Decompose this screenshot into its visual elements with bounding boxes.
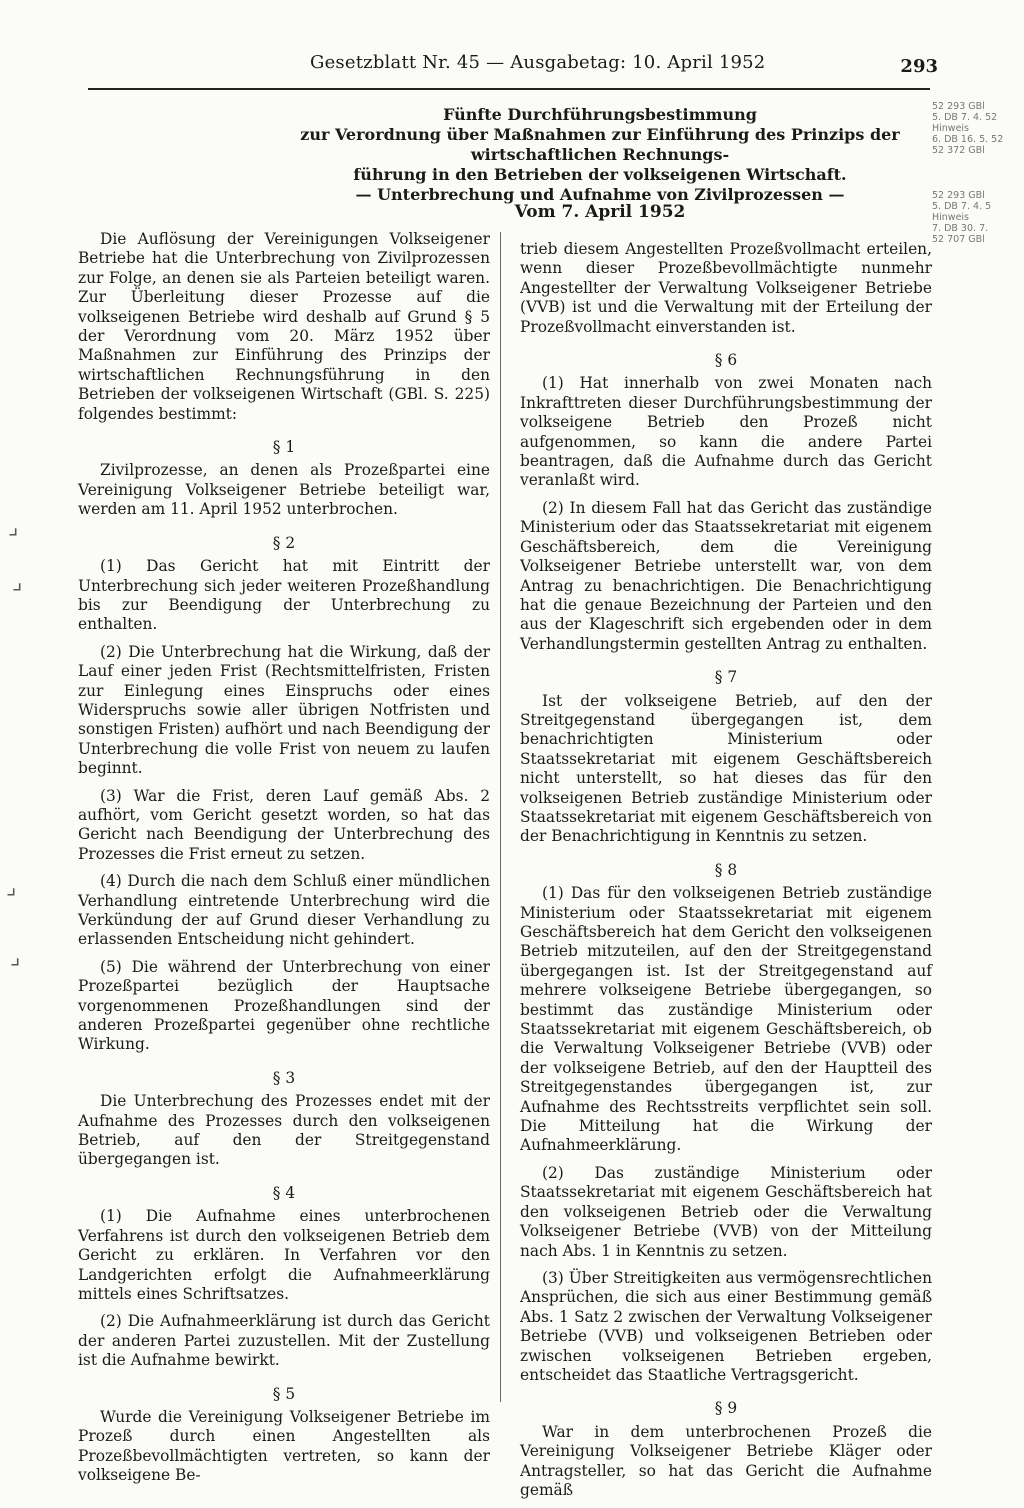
section-8-paragraph-1: (1) Das für den volkseigenen Betrieb zuständige Ministerium oder Staatssekretariat mit eigenem Geschäftsbereich hat dem Gericht den volkseigenen Betrieb mitzuteilen, auf den der Streitgegenstand übergegangen ist. Ist der Streitgegenstand auf mehrere volkseigene Betriebe übergegangen, so bestimmt das zuständige Ministerium oder Staatssekretariat mit eigenem Geschäftsbereich, ob die Verwaltung Volkseigener Betriebe (VVB) oder der volkseigene Betrieb, auf den der Hauptteil des Streitgegenstandes übergegangen ist, zur Aufnahme des Rechtsstreits verpflichtet sein soll. Die Mitteilung hat die Wirkung der Aufnahmeerklärung. [520,884,932,1155]
margin-check-mark: ⌟ [10,945,21,970]
section-6-paragraph-1: (1) Hat innerhalb von zwei Monaten nach Inkrafttreten dieser Durchführungsbestimmung der volkseigene Betrieb den Prozeß nicht aufgenommen, so kann die andere Partei beantragen, daß die Aufnahme durch das Gericht veranlaßt wird. [520,374,932,490]
section-heading-6: § 6 [714,351,738,370]
section-7-text: Ist der volkseigene Betrieb, auf den der Streitgegenstand übergegangen ist, dem benachrichtigten Ministerium oder Staatssekretariat mit eigenem Geschäftsbereich nicht unterstellt, so hat dieses das für den volkseigenen Betrieb zuständige Ministerium oder Staatssekretariat mit eigenem Geschäftsbereich von der Benachrichtigung in Kenntnis zu setzen. [520,691,932,846]
section-2-paragraph-5: (5) Die während der Unterbrechung von einer Prozeßpartei bezüglich der Hauptsache vorgenommenen Prozeßhandlungen sind der anderen Prozeßpartei gegenüber ohne rechtliche Wirkung. [78,957,490,1054]
document-title [270,105,930,205]
section-4-paragraph-2: (2) Die Aufnahmeerklärung ist durch das Gericht der anderen Partei zuzustellen. Mit der Zustellung ist die Aufnahme bewirkt. [78,1312,490,1370]
section-1-text: Zivilprozesse, an denen als Prozeßpartei eine Vereinigung Volkseigener Betriebe beteiligt war, werden am 11. April 1952 unterbrochen. [78,461,490,519]
margin-note-line: 7. DB 30. 7. [932,223,989,234]
margin-check-mark: ⌟ [12,570,23,595]
margin-note-second [932,190,1018,245]
margin-note-line: 52 293 GBl [932,101,985,112]
section-5-text: Wurde die Vereinigung Volkseigener Betriebe im Prozeß durch einen Angestellten als Prozeßbevollmächtigten vertreten, so kann der volkseigene Be- [78,1407,490,1485]
date-line: Vom 7. April 1952 [514,202,686,222]
margin-note-line: 52 293 GBl [932,190,985,201]
title-line: — Unterbrechung und Aufnahme von Zivilprozessen — [355,185,845,204]
section-4-paragraph-1: (1) Die Aufnahme eines unterbrochenen Verfahrens ist durch den volkseigenen Betrieb dem Gericht zu erklären. In Verfahren vor den Landgerichten erfolgt die Aufnahmeerklärung mittels eines Schriftsatzes. [78,1207,490,1303]
section-2-paragraph-4: (4) Durch die nach dem Schluß einer mündlichen Verhandlung eintretende Unterbrechung wird die Verkündung der auf Grund dieser Verhandlung zu erlassenden Entscheidung nicht gehindert. [78,872,490,949]
section-6-paragraph-2: (2) In diesem Fall hat das Gericht das zuständige Ministerium oder das Staatssekretariat mit eigenem Geschäftsbereich, dem die Vereinigung Volkseigener Betriebe unterstellt war, von dem Antrag zu benachrichtigen. Die Benachrichtigung hat die genaue Bezeichnung der Parteien und den aus der Klageschrift sich ergebenden oder in dem Verhandlungstermin gestellten Antrag zu enthalten. [520,498,932,653]
page-header [88,52,938,90]
section-heading-4: § 4 [272,1183,296,1202]
section-9-text: War in dem unterbrochenen Prozeß die Vereinigung Volkseigener Betriebe Kläger oder Antragsteller, so hat das Gericht die Aufnahme gemäß [520,1422,932,1499]
section-heading-5: § 5 [272,1384,296,1403]
margin-check-mark: ⌟ [8,515,19,540]
section-heading-7: § 7 [714,668,738,687]
section-heading-2: § 2 [272,533,296,552]
title-line: Fünfte Durchführungsbestimmung [443,105,757,124]
margin-note-line: 52 372 GBl [932,145,985,156]
section-2-paragraph-3: (3) War die Frist, deren Lauf gemäß Abs. 2 aufhört, vom Gericht gesetzt worden, so hat das Gericht nach Beendigung der Unterbrechung des Prozesses die Frist erneut zu setzen. [78,786,490,863]
section-5-continuation: trieb diesem Angestellten Prozeßvollmacht erteilen, wenn dieser Prozeßbevollmächtigte nunmehr Angestellter der Verwaltung Volkseigener Betriebe (VVB) ist und die Verwaltung mit der Erteilung der Prozeßvollmacht einverstanden ist. [520,240,932,336]
page-number: 293 [900,56,938,77]
title-line: führung in den Betrieben der volkseigenen Wirtschaft. [353,165,847,184]
margin-note-line: 5. DB 7. 4. 52 [932,112,998,123]
section-2-paragraph-2: (2) Die Unterbrechung hat die Wirkung, daß der Lauf einer jeden Frist (Rechtsmittelfristen, Fristen zur Einlegung eines Einspruchs oder eines Widerspruchs sowie aller übrigen Notfristen und sonstigen Fristen) aufhört und nach Beendigung der Unterbrechung die volle Frist von neuem zu laufen beginnt. [78,642,490,778]
section-heading-3: § 3 [272,1068,296,1087]
title-line: zur Verordnung über Maßnahmen zur Einführung des Prinzips der wirtschaftlichen Rechnungs- [300,125,900,164]
section-heading-9: § 9 [714,1399,738,1418]
margin-check-mark: ⌟ [6,875,17,900]
section-heading-1: § 1 [272,438,296,457]
intro-paragraph: Die Auflösung der Vereinigungen Volkseigener Betriebe hat die Unterbrechung von Zivilprozessen zur Folge, an denen sie als Parteien beteiligt waren. Zur Überleitung dieser Prozesse auf die volkseigenen Betriebe wird deshalb auf Grund § 5 der Verordnung vom 20. März 1952 über Maßnahmen zur Einführung des Prinzips der wirtschaftlichen Rechnungsführung in den Betrieben der volkseigenen Wirtschaft (GBl. S. 225) folgendes bestimmt: [78,230,490,423]
section-8-paragraph-2: (2) Das zuständige Ministerium oder Staatssekretariat mit eigenem Geschäftsbereich hat den volkseigenen Betrieb oder die Verwaltung Volkseigener Betriebe (VVB) von der Mitteilung nach Abs. 1 in Kenntnis zu setzen. [520,1163,932,1260]
margin-note-line: Hinweis [932,212,970,223]
left-column [78,230,490,1494]
right-column [520,240,932,1508]
margin-note-line: Hinweis [932,123,970,134]
margin-note-first [932,101,1018,156]
margin-note-line: 6. DB 16. 5. 52 [932,134,1004,145]
margin-note-line: 52 707 GBl [932,234,985,245]
column-divider [500,232,501,1402]
section-2-paragraph-1: (1) Das Gericht hat mit Eintritt der Unterbrechung sich jeder weiteren Prozeßhandlung bis zur Beendigung der Unterbrechung zu enthalten. [78,557,490,634]
section-8-paragraph-3: (3) Über Streitigkeiten aus vermögensrechtlichen Ansprüchen, die sich aus einer Bestimmung gemäß Abs. 1 Satz 2 zwischen der Verwaltung Volkseigener Betriebe (VVB) und volkseigenen Betrieben oder zwischen volkseigenen Betrieben ergeben, entscheidet das Staatliche Vertragsgericht. [520,1268,932,1384]
header-title: Gesetzblatt Nr. 45 — Ausgabetag: 10. April 1952 [310,52,766,73]
margin-note-line: 5. DB 7. 4. 5 [932,201,992,212]
section-3-text: Die Unterbrechung des Prozesses endet mit der Aufnahme des Prozesses durch den volkseigenen Betrieb, auf den der Streitgegenstand übergegangen ist. [78,1092,490,1169]
section-heading-8: § 8 [714,860,738,879]
